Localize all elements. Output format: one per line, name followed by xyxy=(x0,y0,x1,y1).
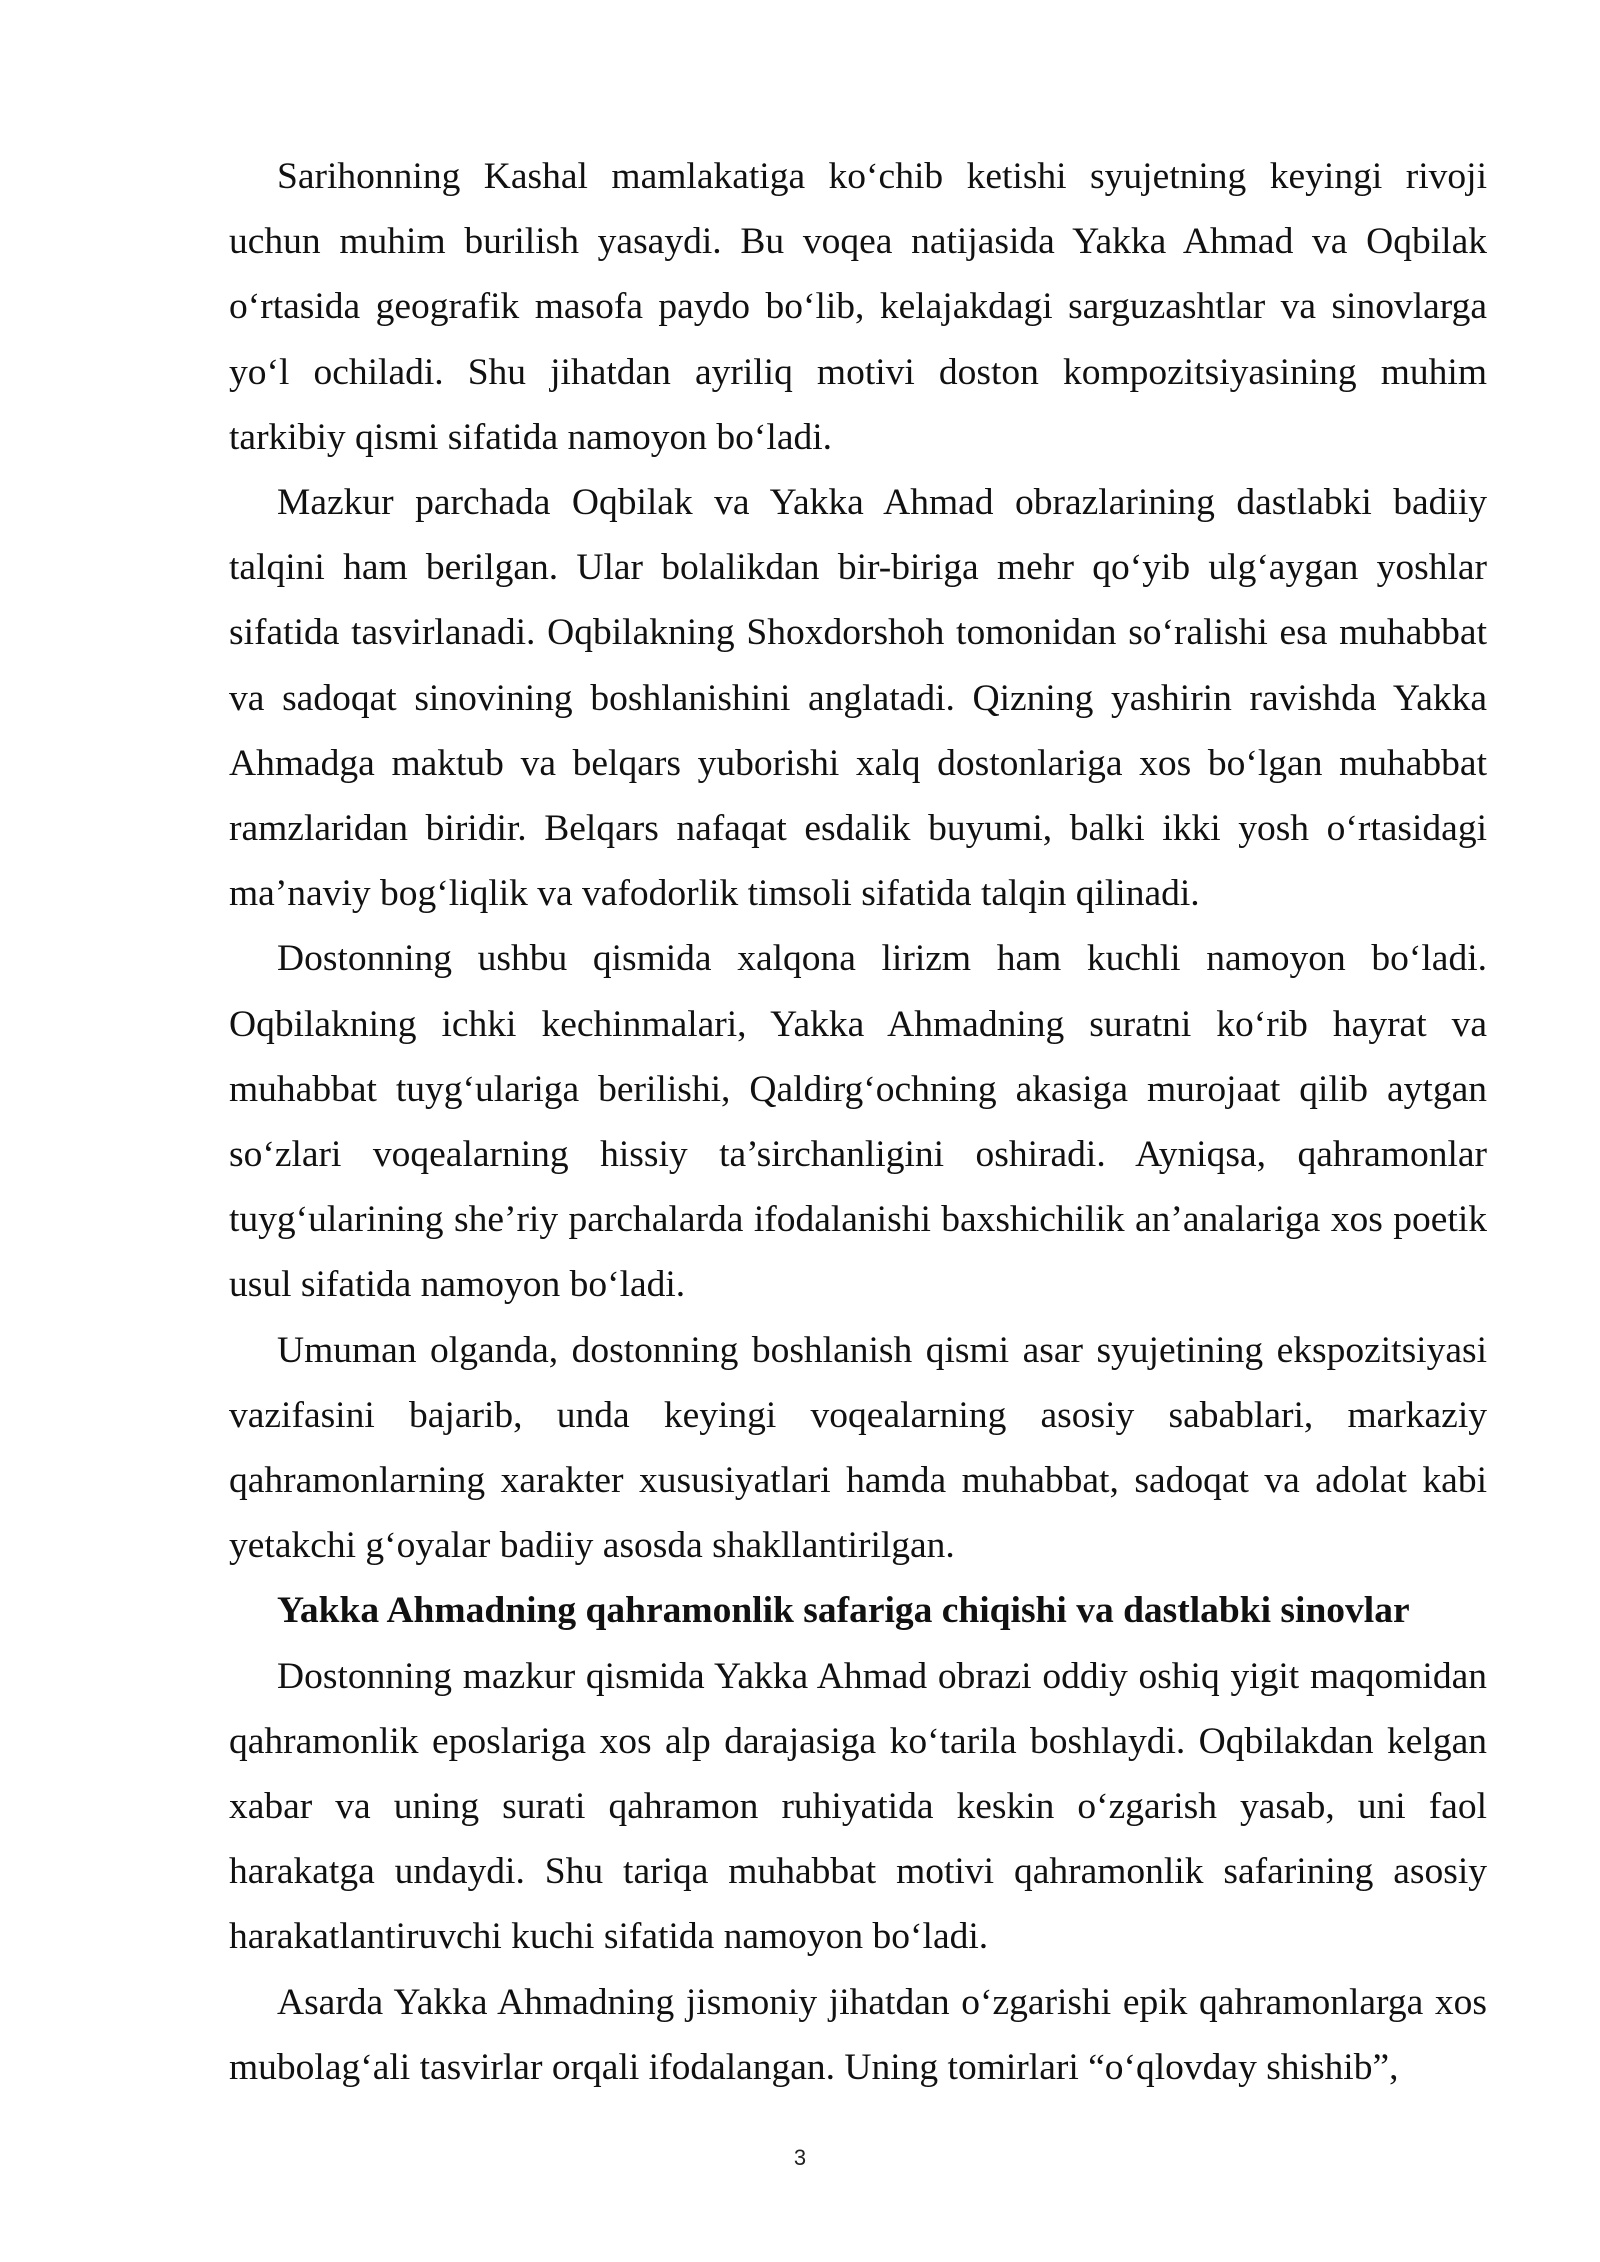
section-heading: Yakka Ahmadning qahramonlik safariga chiqishi va dastlabki sinovlar xyxy=(277,1590,1410,1632)
paragraph-4: Umuman olganda, dostonning boshlanish qismi asar syujetining ekspozitsiyasi vazifasini bajarib, unda keyingi voqealarning asosiy sabablari, markaziy qahramonlarning xarakter xususiyatlari hamda muhabbat, sadoqat va adolat kabi yetakchi g‘oyalar badiiy asosda shakllantirilgan. xyxy=(229,1329,1487,1567)
paragraph-5: Dostonning mazkur qismida Yakka Ahmad obrazi oddiy oshiq yigit maqomidan qahramonlik eposlariga xos alp darajasiga ko‘tarila boshlaydi. Oqbilakdan kelgan xabar va uning surati qahramon ruhiyatida keskin o‘zgarish yasab, uni faol harakatga undaydi. Shu tariqa muhabbat motivi qahramonlik safarining asosiy harakatlantiruvchi kuchi sifatida namoyon bo‘ladi. xyxy=(229,1655,1487,1958)
paragraph-6: Asarda Yakka Ahmadning jismoniy jihatdan o‘zgarishi epik qahramonlarga xos mubolag‘ali tasvirlar orqali ifodalangan. Uning tomirlari “o‘qlovday shishib”, xyxy=(229,1981,1487,2088)
document-body xyxy=(229,144,1487,2100)
page-number: 3 xyxy=(793,2145,807,2170)
paragraph-2: Mazkur parchada Oqbilak va Yakka Ahmad obrazlarining dastlabki badiiy talqini ham berilgan. Ular bolalikdan bir-biriga mehr qo‘yib ulg‘aygan yoshlar sifatida tasvirlanadi. Oqbilakning Shoxdorshoh tomonidan so‘ralishi esa muhabbat va sadoqat sinovining boshlanishini anglatadi. Qizning yashirin ravishda Yakka Ahmadga maktub va belqars yuborishi xalq dostonlariga xos bo‘lgan muhabbat ramzlaridan biridir. Belqars nafaqat esdalik buyumi, balki ikki yosh o‘rtasidagi ma’naviy bog‘liqlik va vafodorlik timsoli sifatida talqin qilinadi. xyxy=(229,482,1487,915)
paragraph-1: Sarihonning Kashal mamlakatiga ko‘chib ketishi syujetning keyingi rivoji uchun muhim burilish yasaydi. Bu voqea natijasida Yakka Ahmad va Oqbilak o‘rtasida geografik masofa paydo bo‘lib, kelajakdagi sarguzashtlar va sinovlarga yo‘l ochiladi. Shu jihatdan ayriliq motivi doston kompozitsiyasining muhim tarkibiy qismi sifatida namoyon bo‘ladi. xyxy=(229,156,1487,458)
paragraph-3: Dostonning ushbu qismida xalqona lirizm ham kuchli namoyon bo‘ladi. Oqbilakning ichki kechinmalari, Yakka Ahmadning suratni ko‘rib hayrat va muhabbat tuyg‘ulariga berilishi, Qaldirg‘ochning akasiga murojaat qilib aytgan so‘zlari voqealarning hissiy ta’sirchanligini oshiradi. Ayniqsa, qahramonlar tuyg‘ularining she’riy parchalarda ifodalanishi baxshichilik an’analariga xos poetik usul sifatida namoyon bo‘ladi. xyxy=(229,938,1487,1306)
